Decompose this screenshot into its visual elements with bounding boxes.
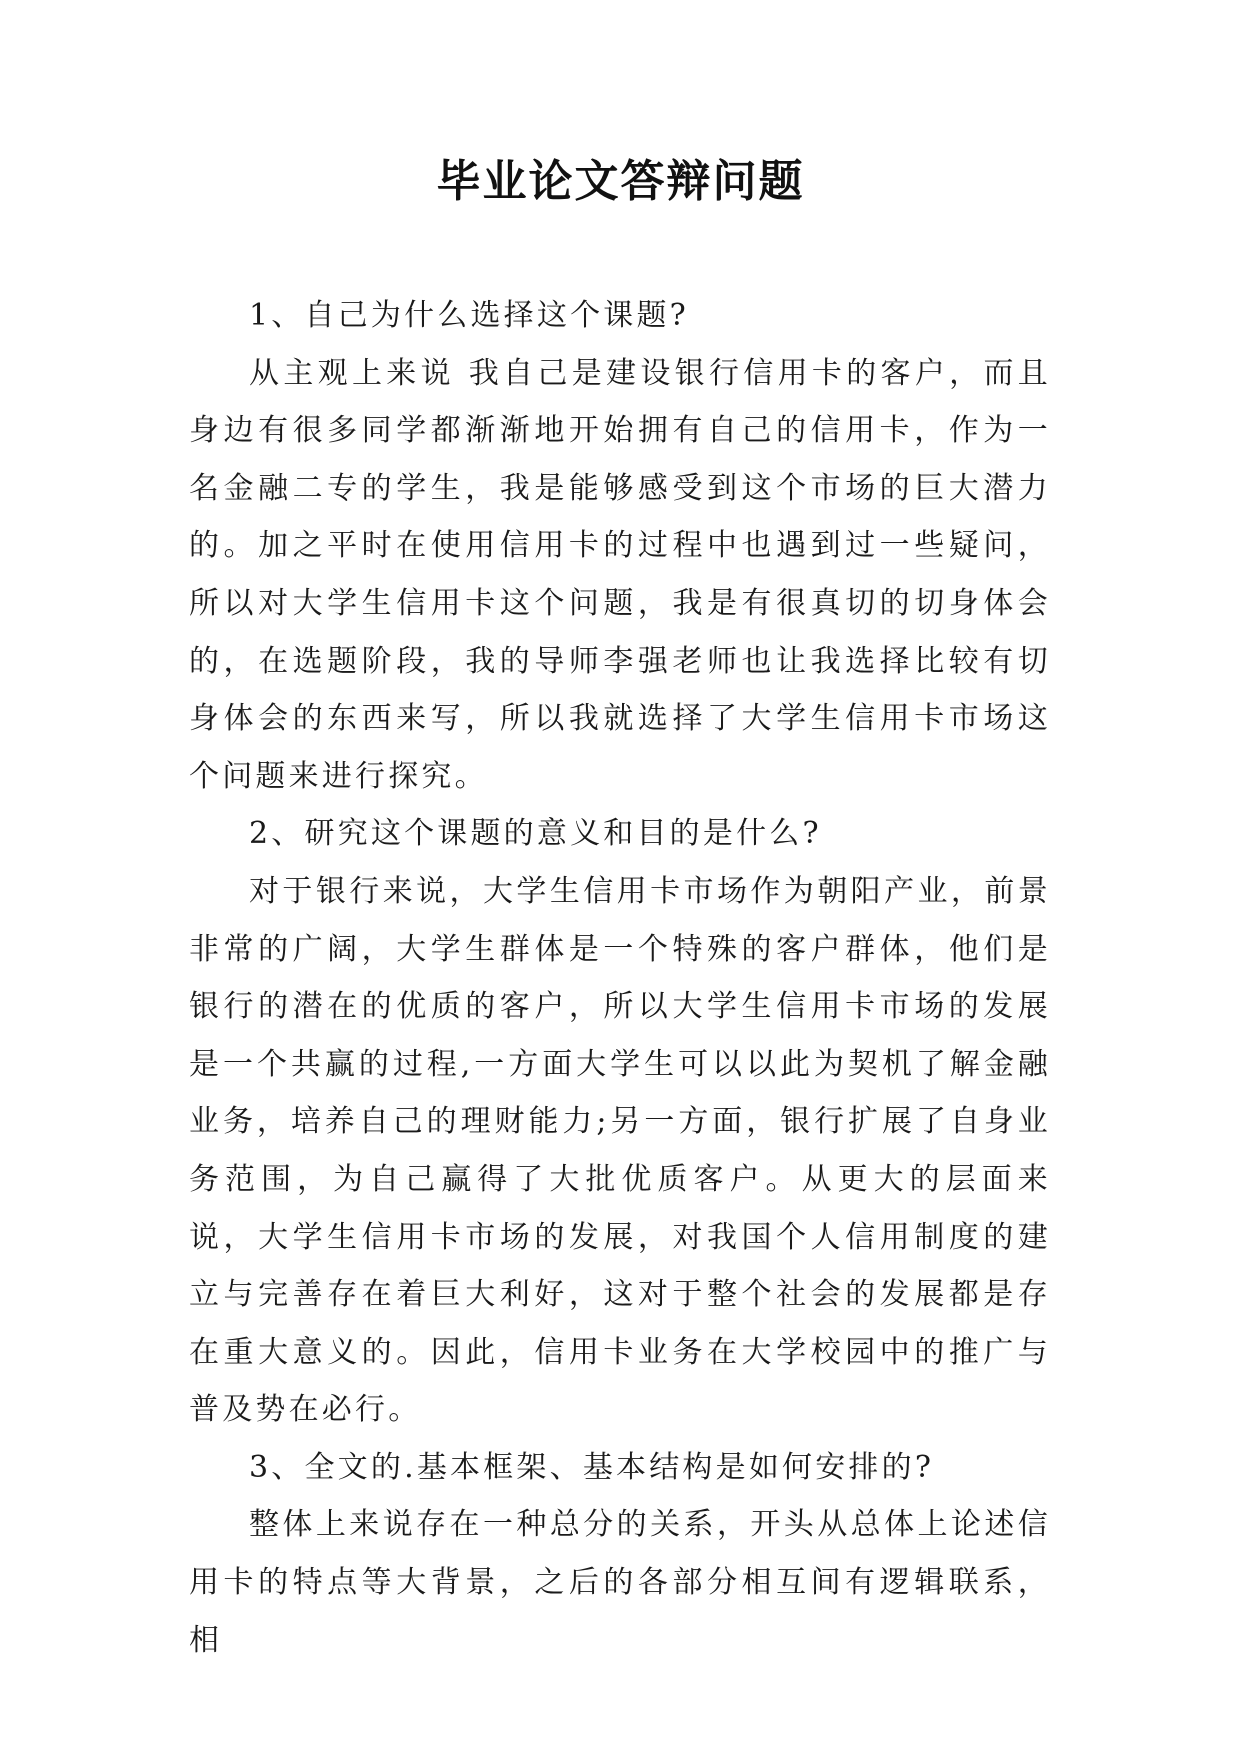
answer-2: 对于银行来说，大学生信用卡市场作为朝阳产业，前景非常的广阔，大学生群体是一个特殊的客户群体，他们是银行的潜在的优质的客户，所以大学生信用卡市场的发展是一个共赢的过程,一方面大学生可以以此为契机了解金融业务，培养自己的理财能力;另一方面，银行扩展了自身业务范围，为自己赢得了大批优质客户。从更大的层面来说，大学生信用卡市场的发展，对我国个人信用制度的建立与完善存在着巨大利好，这对于整个社会的发展都是存在重大意义的。因此，信用卡业务在大学校园中的推广与普及势在必行。 <box>189 873 1051 1428</box>
question-3: 3、全文的.基本框架、基本结构是如何安排的? <box>249 1449 935 1485</box>
answer-3: 整体上来说存在一种总分的关系，开头从总体上论述信用卡的特点等大背景，之后的各部分相互间有逻辑联系，相 <box>189 1507 1051 1658</box>
question-1: 1、自己为什么选择这个课题? <box>249 298 689 333</box>
question-2: 2、研究这个课题的意义和目的是什么? <box>249 816 822 852</box>
document-title: 毕业论文答辩问题 <box>436 156 805 207</box>
document-body <box>189 287 1051 1669</box>
answer-1: 从主观上来说 我自己是建设银行信用卡的客户，而且身边有很多同学都渐渐地开始拥有自己的信用卡，作为一名金融二专的学生，我是能够感受到这个市场的巨大潜力的。加之平时在使用信用卡的过程中也遇到过一些疑问，所以对大学生信用卡这个问题，我是有很真切的切身体会的，在选题阶段，我的导师李强老师也让我选择比较有切身体会的东西来写，所以我就选择了大学生信用卡市场这个问题来进行探究。 <box>189 355 1051 794</box>
